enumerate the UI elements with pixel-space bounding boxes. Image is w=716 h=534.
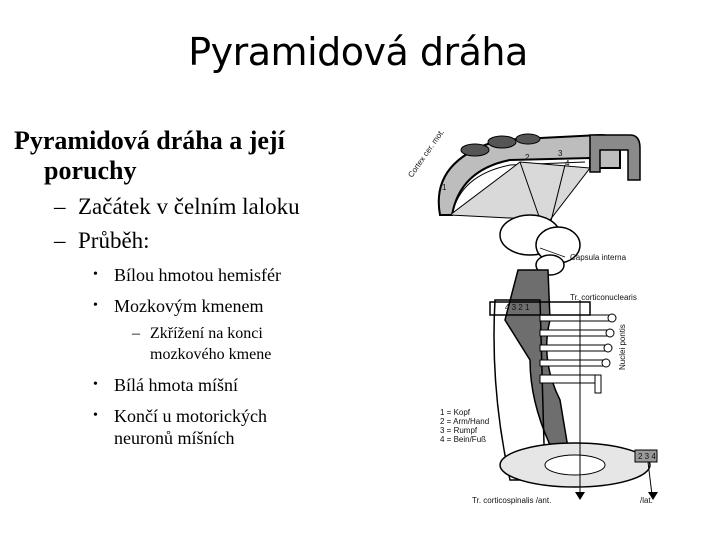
bullet-brainstem-text: Mozkovým kmenem — [114, 296, 264, 316]
bullet-decussation-line1: Zkřížení na konci — [150, 325, 263, 342]
label-num3: 3 — [558, 149, 563, 158]
cortex-gyrus — [488, 136, 516, 148]
label-nuclei: Nuclei pontis — [618, 324, 627, 370]
bullet-ends-line2: neuronů míšních — [114, 428, 235, 448]
bullet-decussation-line2: mozkového kmene — [150, 346, 272, 363]
corticonuclear-branches — [540, 314, 616, 393]
grey-matter — [545, 455, 605, 475]
legend-item: 4 = Bein/Fuß — [440, 435, 487, 444]
label-corticonuclearis: Tr. corticonuclearis — [570, 293, 637, 302]
legend-item: 3 = Rumpf — [440, 426, 478, 435]
bullet-ends — [14, 405, 374, 449]
label-capsula: Capsula interna — [570, 253, 627, 262]
bullet-start-text: Začátek v čelním laloku — [78, 194, 300, 219]
pyramidal-tract-diagram — [390, 120, 690, 510]
cortex-gyrus — [461, 144, 489, 156]
bullet-spinal-white — [14, 374, 374, 396]
bullet-decussation — [14, 323, 374, 365]
slide-content — [14, 126, 374, 449]
label-brainstem-nums: 4 3 2 1 — [505, 303, 530, 312]
legend-item: 1 = Kopf — [440, 408, 471, 417]
bullet-brainstem — [14, 295, 374, 317]
label-num2: 2 — [525, 153, 530, 162]
label-num4: 4 — [565, 159, 570, 168]
bullet-ends-line1: Končí u motorických — [114, 406, 267, 426]
label-corticospinalis: Tr. corticospinalis /ant. — [472, 496, 552, 505]
bullet-spinal-white-text: Bílá hmota míšní — [114, 375, 238, 395]
bullet-white-matter-text: Bílou hmotou hemisfér — [114, 265, 281, 285]
main-heading — [14, 126, 374, 186]
main-heading-line2: poruchy — [44, 156, 137, 185]
bullet-start — [14, 190, 374, 224]
dot-bullet: • — [93, 298, 98, 313]
label-cortex: Cortex cer. mot. — [406, 127, 447, 180]
main-heading-line1: Pyramidová dráha a její — [14, 126, 285, 155]
dash-bullet: – — [132, 325, 140, 342]
bullet-course — [14, 224, 374, 258]
dash-bullet: – — [54, 228, 66, 253]
slide-title: Pyramidová dráha — [188, 30, 528, 74]
dot-bullet: • — [93, 408, 98, 423]
anterior-arrow — [575, 492, 585, 500]
label-num1: 1 — [442, 183, 447, 192]
bullet-course-text: Průběh: — [78, 228, 150, 253]
cortex-gyrus — [516, 134, 540, 144]
bullet-white-matter — [14, 264, 374, 286]
dot-bullet: • — [93, 377, 98, 392]
dot-bullet: • — [93, 267, 98, 282]
label-lat: /lat. — [640, 496, 653, 505]
dash-bullet: – — [54, 194, 66, 219]
label-cord-nums: 2 3 4 — [638, 452, 656, 461]
legend-item: 2 = Arm/Hand — [440, 417, 490, 426]
